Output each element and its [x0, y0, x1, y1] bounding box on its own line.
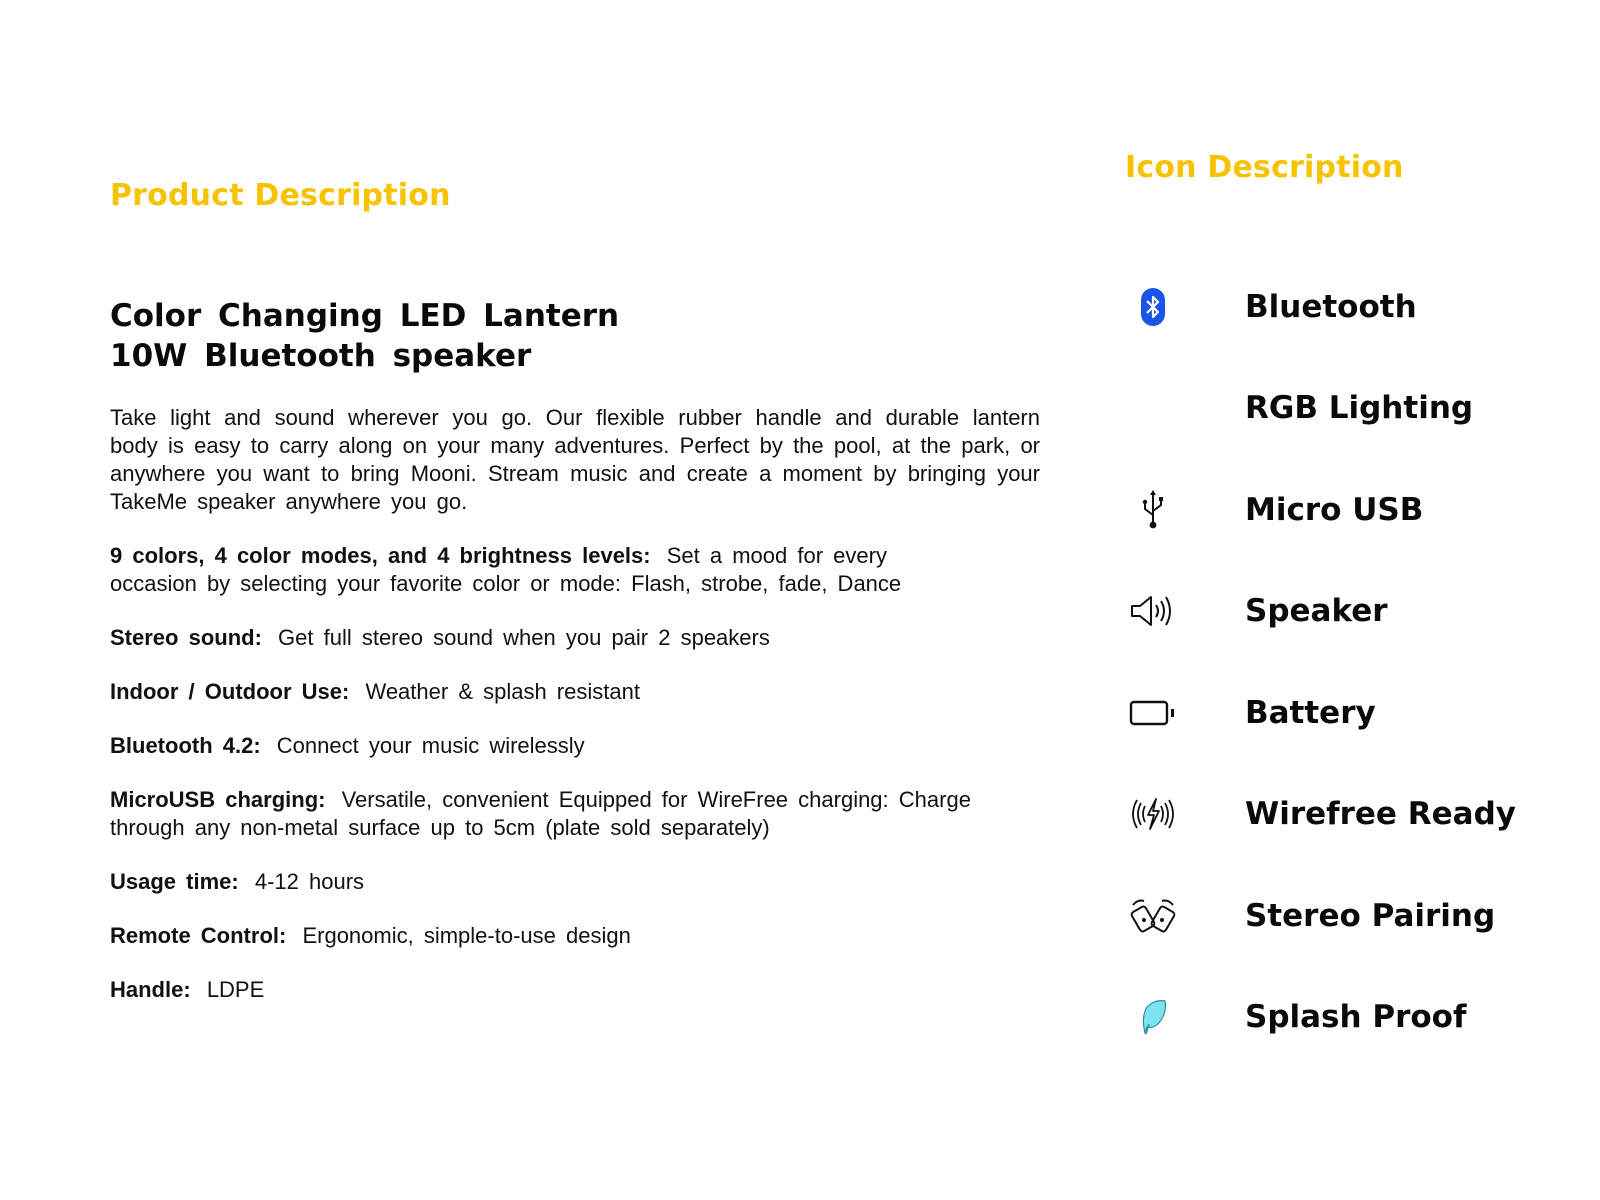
feature-handle — [110, 976, 1040, 1004]
icon-row-splash-proof — [1125, 967, 1467, 1069]
icon-label: Micro USB — [1245, 491, 1424, 528]
feature-text: 4-12 hours — [254, 869, 365, 894]
product-title — [110, 296, 1040, 376]
feature-label: 9 colors, 4 color modes, and 4 brightness levels: — [110, 543, 651, 568]
stereo-pairing-icon — [1125, 891, 1181, 941]
wireless-charging-icon — [1125, 789, 1181, 839]
feature-label: Usage time: — [110, 869, 239, 894]
usb-icon — [1125, 485, 1181, 535]
feature-indoor-outdoor — [110, 678, 1040, 706]
feature-stereo-sound — [110, 624, 1040, 652]
icon-label: RGB Lighting — [1245, 390, 1474, 427]
water-drop-icon — [1125, 992, 1181, 1042]
icon-row-rgb — [1125, 358, 1474, 460]
bluetooth-icon — [1125, 282, 1181, 332]
feature-text: Versatile, convenient Equipped for WireFree charging: Charge through any non-metal surface up to 5cm (plate sold separately) — [110, 787, 971, 840]
icon-label: Battery — [1245, 694, 1376, 731]
icon-label: Wirefree Ready — [1245, 796, 1516, 833]
feature-text: Connect your music wirelessly — [276, 733, 585, 758]
feature-label: Handle: — [110, 977, 191, 1002]
battery-icon — [1125, 688, 1181, 738]
icon-row-bluetooth — [1125, 256, 1417, 358]
rgb-icon — [1125, 383, 1181, 433]
feature-label: MicroUSB charging: — [110, 787, 326, 812]
feature-text: Ergonomic, simple-to-use design — [302, 923, 631, 948]
product-title-line-1: Color Changing LED Lantern — [110, 298, 620, 334]
feature-remote-control — [110, 922, 1040, 950]
feature-label: Stereo sound: — [110, 625, 262, 650]
product-intro: Take light and sound wherever you go. Our flexible rubber handle and durable lantern body is easy to carry along on your many adventures. Perfect by the pool, at the park, or anywhere you want to bring Mooni. Stream music and create a moment by bringing your TakeMe speaker anywhere you go. — [110, 405, 1040, 514]
icon-row-stereo-pairing — [1125, 865, 1496, 967]
product-description-heading: Product Description — [110, 178, 451, 213]
feature-colors — [110, 542, 960, 598]
feature-microusb — [110, 786, 1030, 842]
icon-label: Stereo Pairing — [1245, 897, 1496, 934]
icon-description-heading: Icon Description — [1125, 150, 1404, 185]
feature-text: Weather & splash resistant — [365, 679, 640, 704]
icon-row-wirefree — [1125, 764, 1516, 866]
icon-row-usb — [1125, 459, 1424, 561]
speaker-icon — [1125, 586, 1181, 636]
feature-usage-time — [110, 868, 1040, 896]
feature-label: Indoor / Outdoor Use: — [110, 679, 350, 704]
feature-text: LDPE — [206, 977, 265, 1002]
product-description-section — [110, 178, 1040, 1004]
feature-label: Bluetooth 4.2: — [110, 733, 261, 758]
feature-label: Remote Control: — [110, 923, 287, 948]
icon-row-speaker — [1125, 561, 1388, 663]
feature-text: Set a mood for every occasion by selecting your favorite color or mode: Flash, strobe, fade, Dance — [110, 543, 902, 596]
icon-row-battery — [1125, 662, 1376, 764]
product-title-line-2: 10W Bluetooth speaker — [110, 338, 532, 374]
icon-label: Speaker — [1245, 593, 1388, 630]
icon-description-section — [1125, 150, 1585, 1036]
icon-label: Bluetooth — [1245, 288, 1417, 325]
feature-bluetooth — [110, 732, 1040, 760]
icon-list — [1125, 256, 1516, 1068]
icon-label: Splash Proof — [1245, 999, 1467, 1036]
feature-text: Get full stereo sound when you pair 2 speakers — [278, 625, 770, 650]
